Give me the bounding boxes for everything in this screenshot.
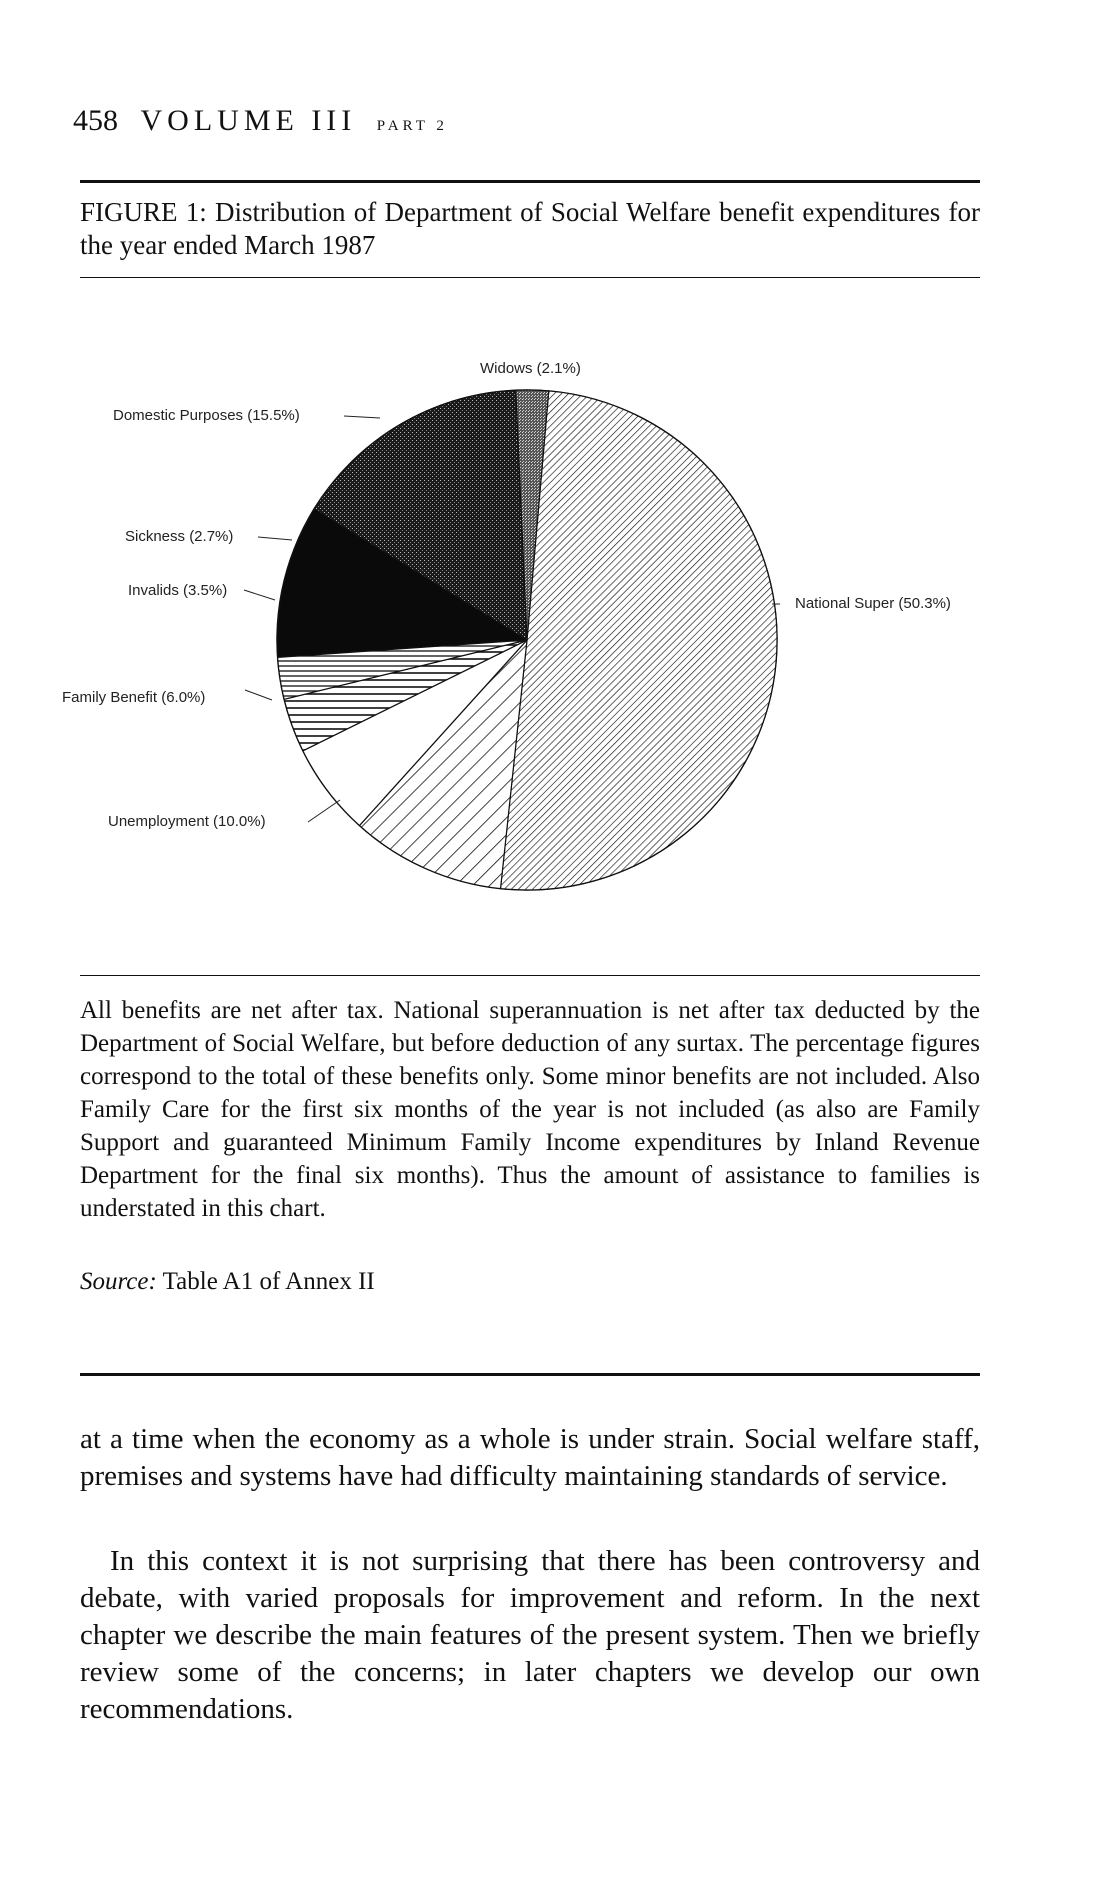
leader-invalids (244, 590, 275, 600)
leader-domestic-purposes (344, 416, 380, 418)
pie-slices (277, 390, 777, 890)
source-text: Table A1 of Annex II (162, 1268, 375, 1295)
volume-label: VOLUME III (140, 104, 357, 137)
chart-bottom-rule (80, 975, 980, 976)
pie-chart (0, 300, 1114, 940)
running-head (73, 104, 448, 138)
slice-label-sickness: Sickness (2.7%) (125, 528, 234, 545)
slice-label-domestic-purposes: Domestic Purposes (15.5%) (113, 407, 300, 424)
slice-label-unemployment: Unemployment (10.0%) (108, 813, 266, 830)
body-paragraph-2: In this context it is not surprising that there has been controversy and debate, with varied proposals for improvement and reform. In the next chapter we describe the main features of the present system. Then we briefly review some of the concerns; in later chapters we develop our own recommendations. (80, 1545, 980, 1725)
top-rule (80, 180, 980, 183)
slice-label-widows: Widows (2.1%) (480, 360, 581, 377)
leader-unemployment (308, 800, 340, 822)
figure-notes: All benefits are net after tax. National superannuation is net after tax deducted by the Department of Social Welfare, but before deduction of any surtax. The percentage figures correspond to the total of these benefits only. Some minor benefits are not included. Also Family Care for the first six months of the year is not included (as also are Family Support and guaranteed Minimum Family Income expenditures by Inland Revenue Department for the final six months). Thus the amount of assistance to families is understated in this chart. (80, 997, 980, 1222)
caption-rule (80, 277, 980, 278)
slice-label-national-super: National Super (50.3%) (795, 595, 951, 612)
bottom-rule (80, 1373, 980, 1376)
slice-label-invalids: Invalids (3.5%) (128, 582, 228, 599)
figure-caption: FIGURE 1: Distribution of Department of Social Welfare benefit expenditures for the year ended March 1987 (80, 197, 980, 260)
part-label: PART 2 (376, 118, 448, 134)
leader-family-benefit (245, 690, 272, 700)
body-paragraph-1: at a time when the economy as a whole is under strain. Social welfare staff, premises and systems have had difficulty maintaining standards of service. (80, 1423, 980, 1492)
figure-source (80, 1268, 375, 1296)
page-number: 458 (73, 104, 118, 137)
leader-sickness (258, 537, 292, 540)
slice-label-family-benefit: Family Benefit (6.0%) (62, 689, 206, 706)
source-label: Source: (80, 1268, 157, 1295)
